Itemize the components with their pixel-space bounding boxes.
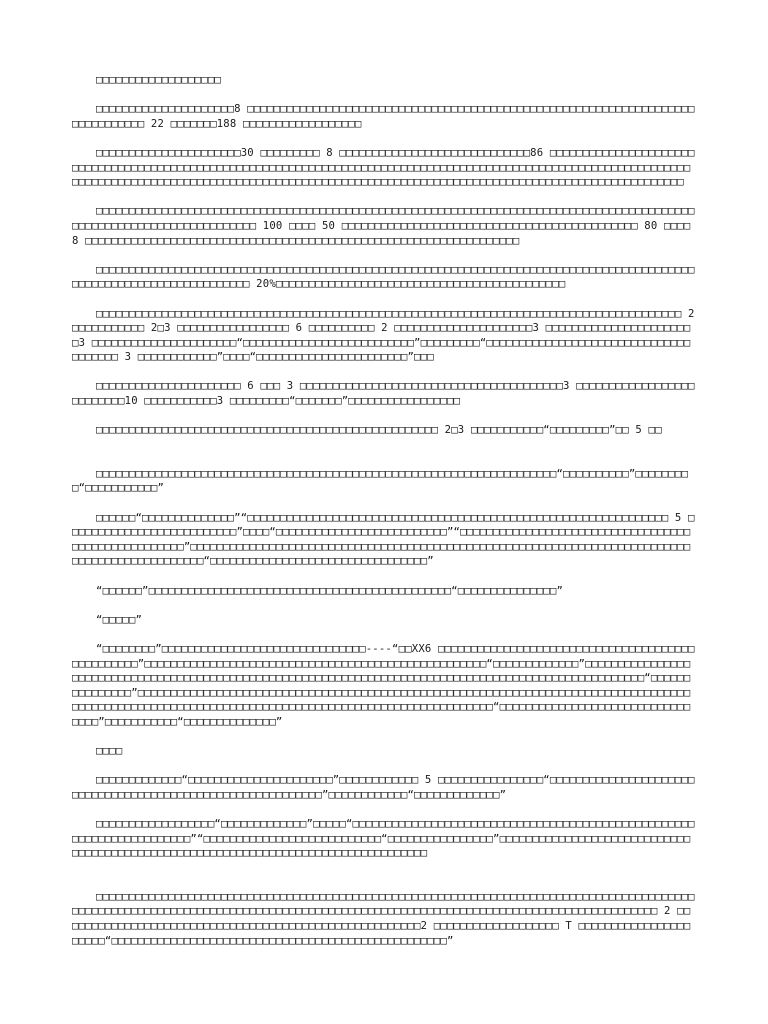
document-paragraph: □□□□□□□□□□□□□□□□□□“□□□□□□□□□□□□□”□□□□□“□□□□□□□□□□□□□□□□□□□□□□□□□□□□□□□□□□□□□□□□□□□□□□□□□□□□□□□□□□□□□□□□□□□□□□”“□□□□□□□□□□□□□□□□□□□□□□□□□□□“□□□□□□□□□□□□□□□□”□□□□□□□□□□□□□□□□□□□□□□□□□□□□□□□□□□□□□□□□□□□□□□□□□□□□□□□□□□□□□□□□□□□□□□□□□□□□□□□□□□□ <box>72 818 695 860</box>
document-paragraph: □□□□□□“□□□□□□□□□□□□□□”“□□□□□□□□□□□□□□□□□□□□□□□□□□□□□□□□□□□□□□□□□□□□□□□□□□□□□□□□□□□□□□□□ 5 □□□□□□□□□□□□□□□□□□□□□□□□□□”□□□□“□□□□□□□□□□□□□□□□□□□□□□□□□□”“□□□□□□□□□□□□□□□□□□□□□□□□□□□□□□□□□□□□□□□□□□□□□□□□□□□□”□□□□□□□□□□□□□□□□□□□□□□□□□□□□□□□□□□□□□□□□□□□□□□□□□□□□□□□□□□□□□□□□□□□□□□□□□□□□□□□□□□□□□□□□□□□□□□□□“□□□□□□□□□□□□□□□□□□□□□□□□□□□□□□□□□” <box>72 511 695 568</box>
document-paragraph: □□□□□□□□□□□□□□□□□□□□□□□□□□□□□□□□□□□□□□□□□□□□□□□□□□□□□□□□□□□□□□□□□□□□□□□□□□□□□□□□□□□□□□□□□□□□□□□□□□□□□□□□□□□□□□□□□□□□□□□□□□□□□□□□□□□□□□□□□□□□□□□□□□□□□□□□□□□□□□□□□□□□□□□□□□□□□□□□□□□□ 2 □□□□□□□□□□□□□□□□□□□□□□□□□□□□□□□□□□□□□□□□□□□□□□□□□□□□□□□2 □□□□□□□□□□□□□□□□□□□ T □□□□□□□□□□□□□□□□□□□□□□“□□□□□□□□□□□□□□□□□□□□□□□□□□□□□□□□□□□□□□□□□□□□□□□□□□□” <box>72 890 695 947</box>
document-paragraph: □□□□□□□□□□□□□□□□□□□□□□□□□□□□□□□□□□□□□□□□□□□□□□□□□□□□□□□□□□□□□□□□□□□□□□□□□□□□□□□□□□□□□□□□□□□□□□□□□□□□□□□□□□□□□□□□□□□□□□□ 100 □□□□ 50 □□□□□□□□□□□□□□□□□□□□□□□□□□□□□□□□□□□□□□□□□□□□□ 80 □□□□ 8 □□□□□□□□□□□□□□□□□□□□□□□□□□□□□□□□□□□□□□□□□□□□□□□□□□□□□□□□□□□□□□□□□□ <box>72 205 695 247</box>
document-paragraph: □□□□□□□□□□□□□□□□□□□□□□□□□□□□□□□□□□□□□□□□□□□□□□□□□□□□□□□□□□□□□□□□□□□□□□□□□□□□□□□□□□□□□□□□□□□□□□□□□□□□□□□□□□□□□□□□□□□□□□ 20%□□□□□□□□□□□□□□□□□□□□□□□□□□□□□□□□□□□□□□□□□□□□ <box>72 263 695 291</box>
document-paragraph: □□□□□□□□□□□□□□□□□□□□□8 □□□□□□□□□□□□□□□□□□□□□□□□□□□□□□□□□□□□□□□□□□□□□□□□□□□□□□□□□□□□□□□□□□□□□□□□□□□□□□□ 22 □□□□□□□188 □□□□□□□□□□□□□□□□□□ <box>72 103 695 130</box>
document-paragraph: □□□□ <box>96 745 123 758</box>
document-paragraph: “□□□□□□□□”□□□□□□□□□□□□□□□□□□□□□□□□□□□□□□□----“□□XX6 □□□□□□□□□□□□□□□□□□□□□□□□□□□□□□□□□□□□□□□□□□□□□□□□□”□□□□□□□□□□□□□□□□□□□□□□□□□□□□□□□□□□□□□□□□□□□□□□□□□□□□“□□□□□□□□□□□□□”□□□□□□□□□□□□□□□□□□□□□□□□□□□□□□□□□□□□□□□□□□□□□□□□□□□□□□□□□□□□□□□□□□□□□□□□□□□□□□□□□□□□□□□□□□□□□□□□□□□□□□□“□□□□□□□□□□□□□□□”□□□□□□□□□□□□□□□□□□□□□□□□□□□□□□□□□□□□□□□□□□□□□□□□□□□□□□□□□□□□□□□□□□□□□□□□□□□□□□□□□□□□□□□□□□□□□□□□□□□□□□□□□□□□□□□□□□□□□□□□□□□□□□□□□□□□□□□□□□□□□□□□□□□□“□□□□□□□□□□□□□□□□□□□□□□□□□□□□□□□□□”□□□□□□□□□□□“□□□□□□□□□□□□□□” <box>72 642 695 728</box>
document-paragraph: □□□□□□□□□□□□□□□□□□□□□□□□□□□□□□□□□□□□□□□□□□□□□□□□□□□□□□□□□□□□□□□□□□□□□□□□□□□□□□□□□□□□□□□□□ 2 □□□□□□□□□□□ 2□3 □□□□□□□□□□□□□□□□□ 6 □□□□□□□□□□ 2 □□□□□□□□□□□□□□□□□□□□□3 □□□□□□□□□□□□□□□□□□□□□□□3 □□□□□□□□□□□□□□□□□□□□□□“□□□□□□□□□□□□□□□□□□□□□□□□□□”□□□□□□□□□“□□□□□□□□□□□□□□□□□□□□□□□□□□□□□□□□□□□□□□ 3 □□□□□□□□□□□□”□□□□“□□□□□□□□□□□□□□□□□□□□□□□”□□□ <box>72 307 695 364</box>
document-paragraph: “□□□□□□”□□□□□□□□□□□□□□□□□□□□□□□□□□□□□□□□□□□□□□□□□□□□□□“□□□□□□□□□□□□□□□” <box>96 584 564 597</box>
document-paragraph: □□□□□□□□□□□□□□□□□□□□□□□□□□□□□□□□□□□□□□□□□□□□□□□□□□□□ 2□3 □□□□□□□□□□□“□□□□□□□□□”□□ 5 □□ <box>96 424 662 437</box>
document-paragraph: □□□□□□□□□□□□□□□□□□□□□□□□□□□□□□□□□□□□□□□□□□□□□□□□□□□□□□□□□□□□□□□□□□□□□□“□□□□□□□□□□”□□□□□□□□□“□□□□□□□□□□□” <box>72 467 689 495</box>
document-paragraph: □□□□□□□□□□□□□“□□□□□□□□□□□□□□□□□□□□□□”□□□□□□□□□□□□ 5 □□□□□□□□□□□□□□□□“□□□□□□□□□□□□□□□□□□□□□□□□□□□□□□□□□□□□□□□□□□□□□□□□□□□□□□□□□□□□”□□□□□□□□□□□□“□□□□□□□□□□□□□” <box>72 774 695 801</box>
document-page <box>72 73 696 963</box>
document-paragraph: □□□□□□□□□□□□□□□□□□□□□□ 6 □□□ 3 □□□□□□□□□□□□□□□□□□□□□□□□□□□□□□□□□□□□□□□□3 □□□□□□□□□□□□□□□□□□□□□□□□□□10 □□□□□□□□□□□3 □□□□□□□□□“□□□□□□□”□□□□□□□□□□□□□□□□□ <box>72 380 695 408</box>
document-paragraph: □□□□□□□□□□□□□□□□□□□□□□30 □□□□□□□□□ 8 □□□□□□□□□□□□□□□□□□□□□□□□□□□□□86 □□□□□□□□□□□□□□□□□□□□□□□□□□□□□□□□□□□□□□□□□□□□□□□□□□□□□□□□□□□□□□□□□□□□□□□□□□□□□□□□□□□□□□□□□□□□□□□□□□□□□□□□□□□□□□□□□□□□□□□□□□□□□□□□□□□□□□□□□□□□□□□□□□□□□□□□□□□□□□□□□□□□□□□□□□□□□□□□□□□□□□□□□□□□□□□□□□□□□□□□□□□□□□□□□ <box>72 146 695 189</box>
document-paragraph: □□□□□□□□□□□□□□□□□□□ <box>96 74 221 86</box>
document-paragraph: “□□□□□” <box>96 613 143 626</box>
